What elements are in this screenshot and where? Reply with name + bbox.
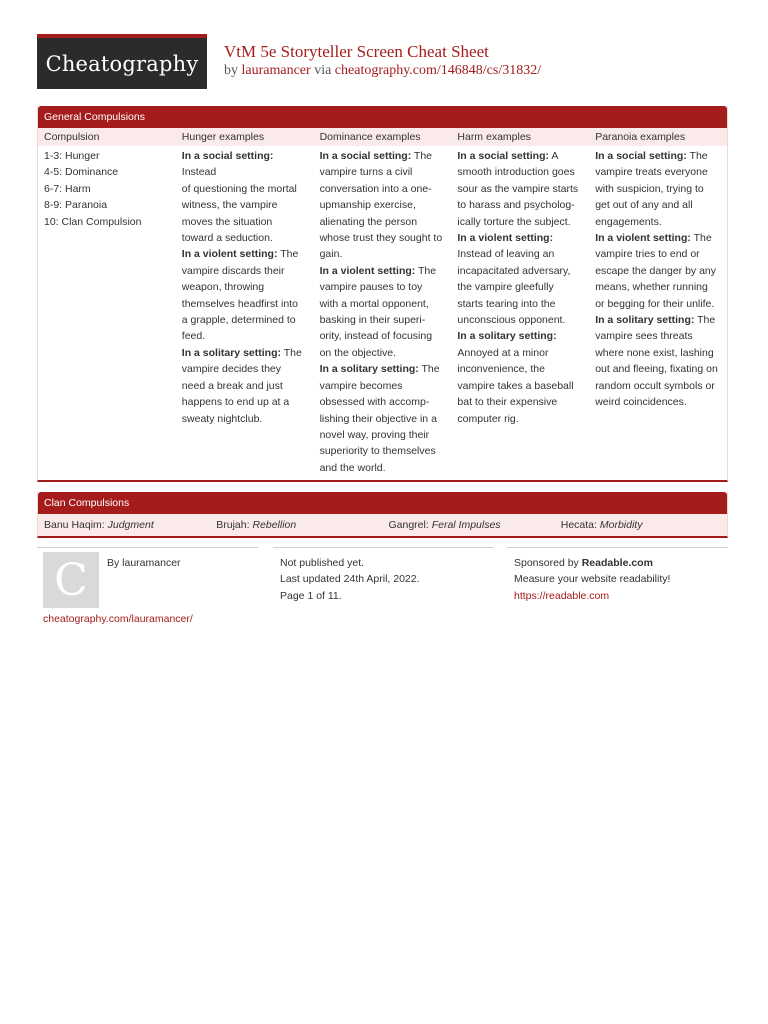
example-line: vampire takes a baseball [457,379,574,392]
author-link[interactable]: lauramancer [241,63,311,78]
clan-compulsion: Judgment [107,519,154,531]
example-line: get out of any and all [595,199,693,212]
clan-item [210,514,382,536]
example-line [320,361,446,377]
hunger-examples [176,146,314,476]
general-compulsions-header-row [38,128,727,146]
example-line: unconscious opponent. [457,314,566,327]
publish-status: Not published yet. [280,557,365,569]
list-item: 10: Clan Compulsion [44,215,142,228]
column-header: Compulsion [38,128,176,146]
page-number: Page 1 of 11. [280,589,342,602]
example-line: vampire discards their [181,264,285,277]
example-line: bat to their expensive [457,396,558,409]
sponsor-line [514,555,670,571]
column-header: Paranoia examples [589,128,727,146]
list-item: 8-9: Paranoia [44,199,108,212]
example-line: sour as the vampire starts [457,182,579,195]
last-updated: Last updated 24th April, 2022. [280,573,420,586]
footer-author-link[interactable]: lauramancer [122,557,181,569]
harm-examples [451,146,589,476]
clan-compulsion: Feral Impulses [431,519,501,531]
sheet-url-link[interactable]: cheatography.com/146848/cs/31832/ [334,63,542,78]
example-line: gain. [319,248,343,261]
avatar-letter: C [54,554,88,606]
clan-item [38,514,210,536]
example-text: A [549,150,559,162]
example-line: conversation into a one- [319,182,432,195]
example-line: means, whether running [595,281,708,294]
example-line: engagements. [595,215,662,228]
example-line: of questioning the mortal [181,182,297,195]
example-line: inconvenience, the [457,363,545,376]
cheatography-logo[interactable] [37,34,207,89]
clan-compulsion: Morbidity [599,519,643,531]
example-line: alienating the person [319,215,418,228]
author-profile-link[interactable]: cheatography.com/lauramancer/ [43,613,193,625]
sponsor-prefix: Sponsored by [514,557,582,569]
example-line [457,328,583,344]
clan-compulsions-heading: Clan Compulsions [38,492,727,514]
example-line: random occult symbols or [595,379,715,392]
example-line: vampire treats everyone [595,166,708,179]
example-text: The [277,248,299,261]
example-line [320,148,446,164]
compulsion-list [38,146,176,476]
example-line: ically torture the subject. [457,215,571,228]
setting-label: In a violent setting: [181,248,278,261]
example-text: The [690,232,712,245]
setting-label: In a social setting: [181,150,274,162]
column-header: Dominance examples [314,128,452,146]
example-line [182,148,308,181]
example-line: sweaty nightclub. [181,412,263,425]
setting-label: In a solitary setting: [181,346,281,359]
example-line: basking in their superi- [319,314,426,327]
example-text: The [411,150,433,162]
byline-prefix: by [224,63,242,78]
example-line: superiority to themselves [319,445,436,458]
example-line: witness, the vampire [181,199,278,212]
example-line [182,345,308,361]
example-line: with suspicion, trying to [595,182,704,195]
example-line: lishing their objective in a [319,412,437,425]
list-item: 1-3: Hunger [44,150,100,162]
setting-label: In a violent setting: [457,232,554,245]
clan-name: Brujah: [216,519,250,531]
paranoia-examples [589,146,727,476]
footer-divider [273,547,494,548]
publication-info [280,555,420,604]
sponsor-link[interactable]: https://readable.com [514,589,610,602]
example-line [320,263,446,279]
example-text: Instead [181,166,217,179]
example-line [457,230,583,246]
example-line: happens to end up at a [181,396,290,409]
example-line: moves the situation [181,215,273,228]
example-line: on the objective. [319,346,397,359]
setting-label: In a violent setting: [595,232,691,245]
footer-divider [37,547,258,548]
setting-label: In a violent setting: [319,264,416,277]
general-compulsions-section [37,106,728,482]
clan-name: Hecata: [560,519,597,531]
setting-label: In a social setting: [319,150,412,162]
example-line: novel way, proving their [319,428,430,441]
example-line: need a break and just [181,379,283,392]
example-line: with a mortal opponent, [319,297,429,310]
example-line: obsessed with accomp- [319,396,430,409]
example-line: incapacitated adversary, [457,264,571,277]
clan-item [555,514,727,536]
example-text: The [415,264,437,277]
example-line [457,148,583,164]
setting-label: In a social setting: [457,150,549,162]
setting-label: In a solitary setting: [595,314,695,327]
example-line [595,312,721,328]
dominance-examples [314,146,452,476]
author-avatar[interactable] [43,552,99,608]
example-text: The [418,363,440,376]
example-line: the vampire gleefully [457,281,554,294]
example-line [595,230,721,246]
logo-text: Cheatography [45,51,199,76]
byline [224,63,541,79]
example-line: Instead of leaving an [457,248,555,261]
example-line: and the world. [319,461,386,474]
footer-divider [507,547,728,548]
example-line: computer rig. [457,412,519,425]
setting-label: In a solitary setting: [457,330,557,343]
footer-by: By [107,557,123,569]
sponsor-info [514,555,670,604]
example-line: vampire pauses to toy [319,281,423,294]
footer-author [107,555,181,571]
example-line: vampire tries to end or [595,248,700,261]
example-line: feed. [181,330,206,343]
example-line: Annoyed at a minor [457,346,549,359]
general-compulsions-heading: General Compulsions [38,106,727,128]
example-line: vampire becomes [319,379,403,392]
list-item: 4-5: Dominance [44,166,119,179]
clan-item [383,514,555,536]
example-line [595,148,721,164]
example-line: vampire turns a civil [319,166,413,179]
example-line: out and fleeing, fixating on [595,363,718,376]
example-line: starts tearing into the [457,297,556,310]
example-line: or begging for their unlife. [595,297,715,310]
example-line: toward a seduction. [181,232,273,245]
example-line: vampire sees threats [595,330,693,343]
column-header: Hunger examples [176,128,314,146]
example-line: whose trust they sought to [319,232,443,245]
example-line: weird coincidences. [595,396,687,409]
clan-compulsions-section [37,492,728,538]
example-line: ority, instead of focusing [319,330,433,343]
column-header: Harm examples [451,128,589,146]
example-line: weapon, throwing [181,281,265,294]
example-line: where none exist, lashing [595,346,714,359]
list-item: 6-7: Harm [44,182,91,195]
sponsor-name: Readable.com [581,557,653,569]
example-line: upmanship exercise, [319,199,416,212]
example-text: The [280,346,302,359]
example-line: vampire decides they [181,363,282,376]
clan-compulsion: Rebellion [252,519,297,531]
byline-via: via [310,63,335,78]
clan-compulsions-row [38,514,727,536]
setting-label: In a solitary setting: [319,363,419,376]
example-line: themselves headfirst into [181,297,298,310]
example-line: escape the danger by any [595,264,717,277]
clan-name: Gangrel: [388,519,429,531]
clan-name: Banu Haqim: [44,519,105,531]
example-line: to harass and psycholog- [457,199,575,212]
example-line: smooth introduction goes [457,166,575,179]
sponsor-tagline: Measure your website readability! [514,573,671,586]
setting-label: In a social setting: [595,150,687,162]
page-title: VtM 5e Storyteller Screen Cheat Sheet [224,42,489,61]
general-compulsions-body [38,146,727,476]
example-line: a grapple, determined to [181,314,296,327]
example-text: The [694,314,716,327]
example-text: The [686,150,708,162]
example-line [182,246,308,262]
